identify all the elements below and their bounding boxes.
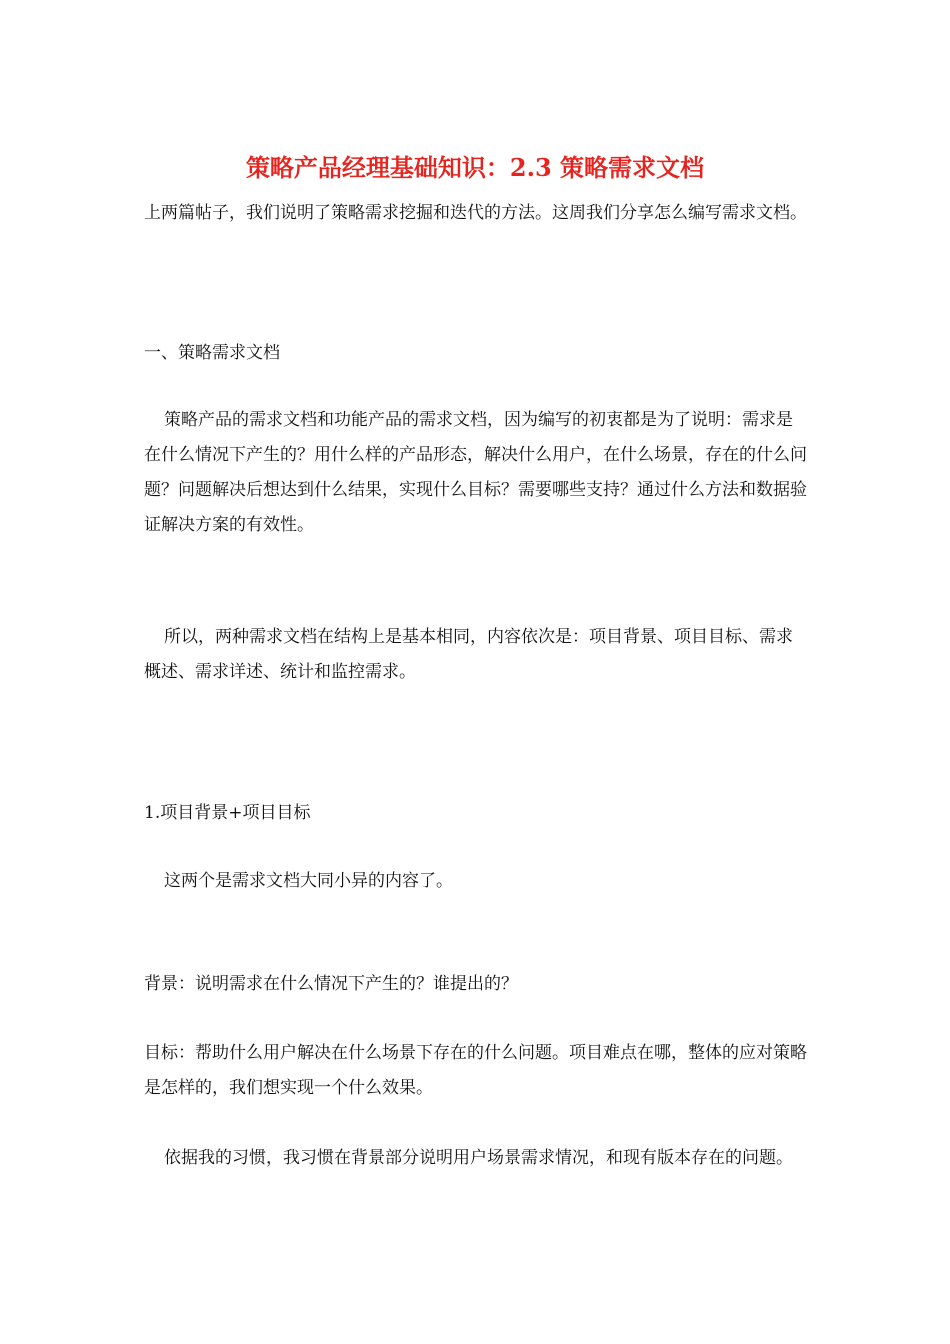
subsection-heading-1: 1.项目背景+项目目标 bbox=[144, 803, 311, 823]
intro-paragraph: 上两篇帖子，我们说明了策略需求挖掘和迭代的方法。这周我们分享怎么编写需求文档。 bbox=[144, 203, 807, 223]
background-paragraph: 背景：说明需求在什么情况下产生的？谁提出的？ bbox=[144, 974, 518, 994]
body-paragraph-3: 这两个是需求文档大同小异的内容了。 bbox=[164, 871, 453, 891]
section-heading-1: 一、策略需求文档 bbox=[144, 343, 280, 363]
goal-paragraph: 目标：帮助什么用户解决在什么场景下存在的什么问题。项目难点在哪，整体的应对策略是怎样的，我们想实现一个什么效果。 bbox=[144, 1043, 807, 1098]
document-title: 策略产品经理基础知识：2.3 策略需求文档 bbox=[245, 153, 705, 182]
body-paragraph-2: 所以，两种需求文档在结构上是基本相同，内容依次是：项目背景、项目目标、需求概述、需求详述、统计和监控需求。 bbox=[144, 627, 793, 682]
habit-paragraph: 依据我的习惯，我习惯在背景部分说明用户场景需求情况，和现有版本存在的问题。 bbox=[164, 1148, 793, 1168]
body-paragraph-1: 策略产品的需求文档和功能产品的需求文档，因为编写的初衷都是为了说明：需求是在什么情况下产生的？用什么样的产品形态，解决什么用户，在什么场景，存在的什么问题？问题解决后想达到什么结果，实现什么目标？需要哪些支持？通过什么方法和数据验证解决方案的有效性。 bbox=[144, 410, 807, 535]
